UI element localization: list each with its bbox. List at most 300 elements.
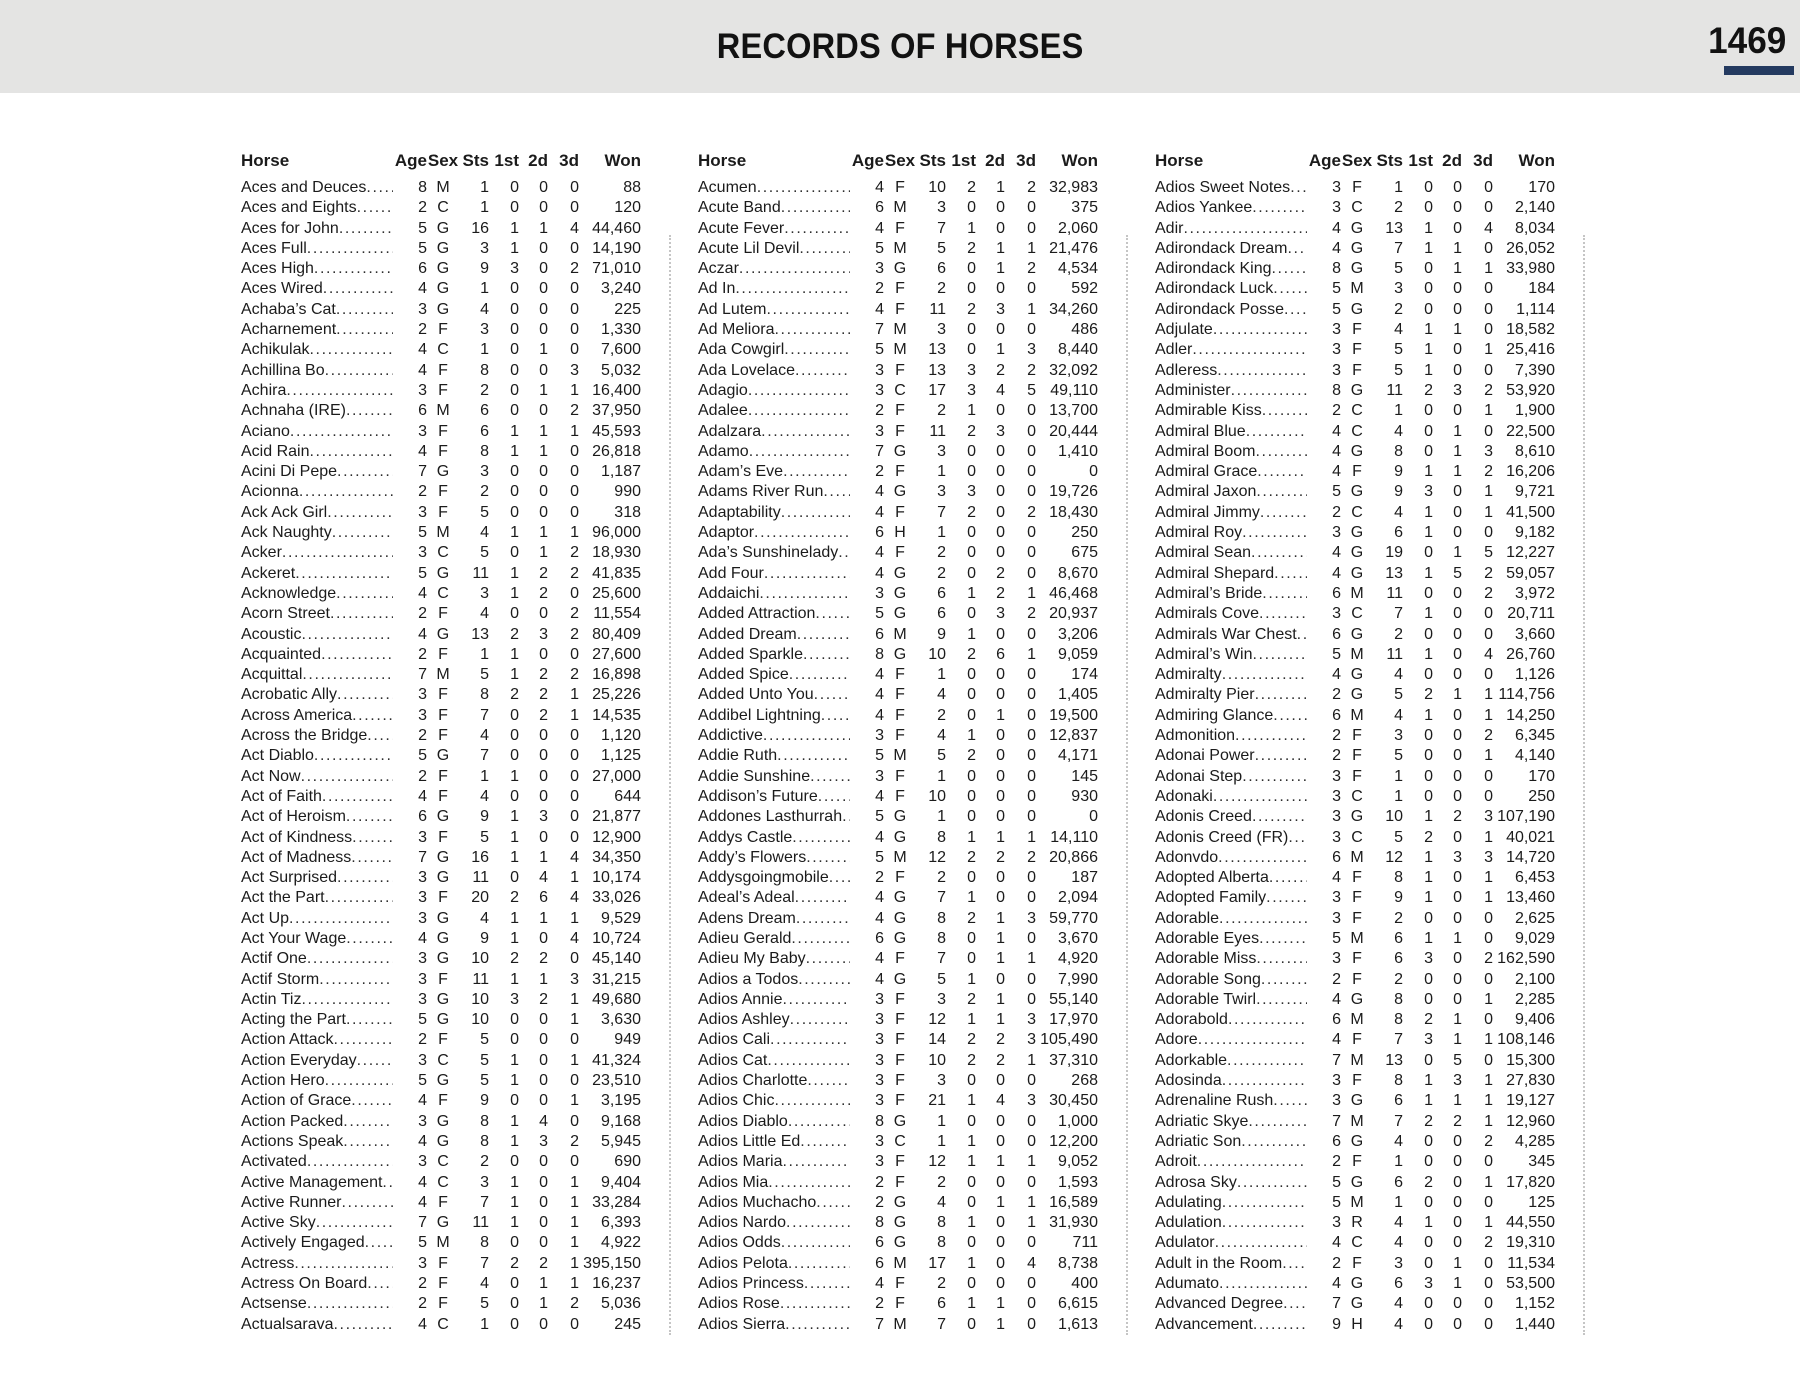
dot-leader xyxy=(336,584,393,604)
starts-value: 8 xyxy=(480,1234,489,1252)
second-place-value: 0 xyxy=(1453,625,1462,643)
won-value: 2,285 xyxy=(1514,990,1555,1008)
won-value: 107,190 xyxy=(1497,808,1555,826)
starts-value: 7 xyxy=(937,950,946,968)
horse-name: Adamo xyxy=(698,442,749,460)
second-place-value: 3 xyxy=(996,422,1005,440)
starts-value: 12 xyxy=(1385,848,1403,866)
horse-name: Achillina Bo xyxy=(241,361,325,379)
won-value: 19,500 xyxy=(1049,706,1098,724)
second-place-value: 3 xyxy=(539,808,548,826)
age-value: 4 xyxy=(875,909,884,927)
dot-leader xyxy=(339,219,393,239)
third-place-value: 1 xyxy=(570,1275,579,1293)
horse-name: Aces High xyxy=(241,260,314,278)
second-place-value: 0 xyxy=(996,280,1005,298)
starts-value: 14 xyxy=(928,1031,946,1049)
horse-record-row xyxy=(241,868,641,888)
horse-name: Added Sparkle xyxy=(698,645,803,663)
starts-value: 7 xyxy=(937,1315,946,1333)
horse-name: Adumato xyxy=(1155,1275,1220,1293)
starts-value: 8 xyxy=(937,929,946,947)
horse-record-row xyxy=(1155,1233,1555,1253)
won-value: 2,094 xyxy=(1057,889,1098,907)
sex-value: F xyxy=(895,1092,905,1110)
third-place-value: 0 xyxy=(1027,442,1036,460)
horse-name: Admonition xyxy=(1155,727,1236,745)
second-place-value: 3 xyxy=(1453,848,1462,866)
horse-record-row xyxy=(698,401,1098,421)
starts-value: 8 xyxy=(1394,869,1403,887)
second-place-value: 3 xyxy=(996,300,1005,318)
dot-leader xyxy=(795,888,850,908)
age-value: 2 xyxy=(1332,1254,1341,1272)
first-place-value: 0 xyxy=(1424,767,1433,785)
second-place-value: 1 xyxy=(996,990,1005,1008)
horse-record-row xyxy=(1155,929,1555,949)
dot-leader xyxy=(748,401,850,421)
horse-name: Adult in the Room xyxy=(1155,1254,1283,1272)
dot-leader xyxy=(797,625,850,645)
sex-value: M xyxy=(1350,1112,1364,1130)
horse-name: Actif One xyxy=(241,950,307,968)
first-place-value: 0 xyxy=(510,1092,519,1110)
first-place-value: 1 xyxy=(510,422,519,440)
horse-name: Advancement xyxy=(1155,1315,1253,1333)
starts-value: 11 xyxy=(472,564,489,582)
starts-value: 8 xyxy=(1394,442,1403,460)
horse-record-row xyxy=(698,1132,1098,1152)
first-place-value: 0 xyxy=(967,808,976,826)
won-value: 59,057 xyxy=(1506,564,1555,582)
third-place-value: 1 xyxy=(1027,950,1036,968)
horse-name: Addie Ruth xyxy=(698,747,778,765)
sex-value: F xyxy=(895,219,905,237)
age-value: 3 xyxy=(1332,361,1341,379)
dot-leader xyxy=(766,300,850,320)
third-place-value: 1 xyxy=(1484,1092,1493,1110)
age-value: 3 xyxy=(1332,889,1341,907)
won-value: 1,330 xyxy=(600,321,641,339)
horse-name: Act of Kindness xyxy=(241,828,353,846)
won-value: 27,830 xyxy=(1506,1072,1555,1090)
third-place-value: 0 xyxy=(1027,544,1036,562)
starts-value: 10 xyxy=(928,645,946,663)
third-place-value: 1 xyxy=(1484,747,1493,765)
starts-value: 8 xyxy=(937,909,946,927)
first-place-value: 0 xyxy=(967,787,976,805)
second-place-value: 0 xyxy=(1453,767,1462,785)
dot-leader xyxy=(282,543,393,563)
third-place-value: 0 xyxy=(1484,1254,1493,1272)
age-value: 2 xyxy=(1332,970,1341,988)
horse-name: Action Hero xyxy=(241,1072,325,1090)
dot-leader xyxy=(790,1010,850,1030)
second-place-value: 0 xyxy=(1453,503,1462,521)
age-value: 3 xyxy=(875,381,884,399)
starts-value: 10 xyxy=(471,990,489,1008)
age-value: 5 xyxy=(1332,1193,1341,1211)
horse-name: Adonaki xyxy=(1155,787,1213,805)
dot-leader xyxy=(783,462,850,482)
dot-leader xyxy=(1183,219,1307,239)
horse-record-row xyxy=(241,178,641,198)
horse-name: Admirals War Chest xyxy=(1155,625,1297,643)
age-value: 2 xyxy=(418,727,427,745)
dot-leader xyxy=(314,746,393,766)
first-place-value: 2 xyxy=(510,889,519,907)
third-place-value: 1 xyxy=(570,1051,579,1069)
age-value: 3 xyxy=(418,706,427,724)
age-value: 7 xyxy=(1332,1112,1341,1130)
second-place-value: 0 xyxy=(1453,970,1462,988)
sex-value: G xyxy=(1350,625,1364,643)
horse-name: Adios Yankee xyxy=(1155,199,1253,217)
horse-record-row xyxy=(241,909,641,929)
dot-leader xyxy=(788,1112,850,1132)
age-value: 3 xyxy=(1332,1214,1341,1232)
col-header-age: Age xyxy=(1308,151,1341,170)
won-value: 250 xyxy=(1528,787,1555,805)
horse-name: Adorabold xyxy=(1155,1011,1228,1029)
second-place-value: 0 xyxy=(996,1234,1005,1252)
second-place-value: 1 xyxy=(996,950,1005,968)
first-place-value: 2 xyxy=(967,1051,976,1069)
third-place-value: 1 xyxy=(570,1193,579,1211)
won-value: 0 xyxy=(1089,808,1098,826)
sex-value: F xyxy=(895,544,905,562)
sex-value: F xyxy=(1352,909,1362,927)
first-place-value: 0 xyxy=(967,767,976,785)
won-value: 31,930 xyxy=(1049,1214,1098,1232)
second-place-value: 0 xyxy=(1453,1132,1462,1150)
horse-record-row xyxy=(241,929,641,949)
won-value: 1,593 xyxy=(1057,1173,1098,1191)
age-value: 2 xyxy=(1332,686,1341,704)
horse-record-row xyxy=(1155,1030,1555,1050)
won-value: 22,500 xyxy=(1506,422,1555,440)
third-place-value: 1 xyxy=(1484,1112,1493,1130)
starts-value: 2 xyxy=(937,402,946,420)
starts-value: 3 xyxy=(937,990,946,1008)
horse-record-row xyxy=(241,848,641,868)
sex-value: G xyxy=(436,1112,450,1130)
sex-value: G xyxy=(436,848,450,866)
second-place-value: 1 xyxy=(996,260,1005,278)
age-value: 3 xyxy=(1332,950,1341,968)
first-place-value: 0 xyxy=(510,1031,519,1049)
first-place-value: 2 xyxy=(967,848,976,866)
horse-name: Adriatic Skye xyxy=(1155,1112,1249,1130)
third-place-value: 0 xyxy=(1484,1315,1493,1333)
third-place-value: 2 xyxy=(1484,463,1493,481)
sex-value: G xyxy=(893,645,907,663)
horse-name: Adopted Alberta xyxy=(1155,869,1269,887)
age-value: 5 xyxy=(1332,645,1341,663)
sex-value: M xyxy=(436,1234,450,1252)
sex-value: G xyxy=(436,990,450,1008)
sex-value: M xyxy=(893,321,907,339)
horse-record-row xyxy=(698,320,1098,340)
second-place-value: 2 xyxy=(996,1051,1005,1069)
horse-record-row xyxy=(698,543,1098,563)
starts-value: 3 xyxy=(480,1173,489,1191)
col-header-sex: Sex xyxy=(427,151,459,170)
horse-name: Adriatic Son xyxy=(1155,1132,1242,1150)
starts-value: 9 xyxy=(1394,463,1403,481)
second-place-value: 0 xyxy=(996,503,1005,521)
second-place-value: 0 xyxy=(1453,889,1462,907)
won-value: 26,052 xyxy=(1506,239,1555,257)
horse-record-row xyxy=(1155,970,1555,990)
won-value: 26,818 xyxy=(592,442,641,460)
won-value: 0 xyxy=(1089,463,1098,481)
horse-name: Adonvdo xyxy=(1155,848,1219,866)
won-value: 25,600 xyxy=(592,584,641,602)
sex-value: G xyxy=(893,260,907,278)
horse-record-row xyxy=(241,1132,641,1152)
won-value: 5,036 xyxy=(600,1295,641,1313)
dot-leader xyxy=(764,564,850,584)
starts-value: 1 xyxy=(480,199,489,217)
dot-leader xyxy=(1290,178,1307,198)
horse-name: Adulator xyxy=(1155,1234,1215,1252)
third-place-value: 1 xyxy=(1484,1031,1493,1049)
won-value: 268 xyxy=(1071,1072,1098,1090)
dot-leader xyxy=(777,746,850,766)
second-place-value: 4 xyxy=(996,381,1005,399)
age-value: 7 xyxy=(1332,1295,1341,1313)
horse-record-row xyxy=(1155,990,1555,1010)
won-value: 19,310 xyxy=(1506,1234,1555,1252)
won-value: 18,430 xyxy=(1049,503,1098,521)
age-value: 5 xyxy=(875,239,884,257)
sex-value: F xyxy=(438,1254,448,1272)
first-place-value: 1 xyxy=(510,564,519,582)
age-value: 3 xyxy=(418,1153,427,1171)
horse-record-row xyxy=(1155,239,1555,259)
second-place-value: 1 xyxy=(539,909,548,927)
horse-record-row xyxy=(241,604,641,624)
horse-name: Adios Odds xyxy=(698,1234,781,1252)
starts-value: 11 xyxy=(1386,381,1403,399)
first-place-value: 0 xyxy=(510,341,519,359)
second-place-value: 1 xyxy=(996,341,1005,359)
dot-leader xyxy=(781,198,850,218)
header-spacer xyxy=(289,150,393,171)
col-header-sts: Sts xyxy=(919,151,946,170)
starts-value: 10 xyxy=(928,787,946,805)
age-value: 4 xyxy=(418,625,427,643)
third-place-value: 1 xyxy=(570,686,579,704)
won-value: 19,726 xyxy=(1049,483,1098,501)
horse-name: Adios Ashley xyxy=(698,1011,790,1029)
age-value: 4 xyxy=(875,686,884,704)
dot-leader xyxy=(1218,848,1307,868)
third-place-value: 1 xyxy=(1484,503,1493,521)
won-value: 8,440 xyxy=(1057,341,1098,359)
horse-record-row xyxy=(1155,665,1555,685)
sex-value: G xyxy=(1350,1295,1364,1313)
age-value: 3 xyxy=(875,1153,884,1171)
second-place-value: 0 xyxy=(1453,584,1462,602)
horse-header: Horse xyxy=(241,151,290,170)
dot-leader xyxy=(1246,422,1307,442)
won-value: 930 xyxy=(1071,787,1098,805)
age-value: 3 xyxy=(875,422,884,440)
sex-value: F xyxy=(438,1092,448,1110)
horse-record-row xyxy=(1155,279,1555,299)
second-place-value: 0 xyxy=(1453,280,1462,298)
third-place-value: 2 xyxy=(570,625,579,643)
horse-record-row xyxy=(698,746,1098,766)
third-place-value: 0 xyxy=(570,1153,579,1171)
won-value: 13,700 xyxy=(1049,402,1098,420)
horse-name: Action Packed xyxy=(241,1112,344,1130)
page-header-band xyxy=(0,0,1800,93)
sex-value: G xyxy=(436,239,450,257)
won-value: 990 xyxy=(614,483,641,501)
col-header-age: Age xyxy=(394,151,427,170)
horse-name: Achira xyxy=(241,381,287,399)
second-place-value: 1 xyxy=(996,706,1005,724)
second-place-value: 0 xyxy=(1453,1234,1462,1252)
starts-value: 2 xyxy=(1394,199,1403,217)
third-place-value: 1 xyxy=(1027,1214,1036,1232)
won-value: 318 xyxy=(614,503,641,521)
starts-value: 3 xyxy=(480,584,489,602)
age-value: 3 xyxy=(1332,787,1341,805)
sex-value: F xyxy=(895,666,905,684)
dot-leader xyxy=(815,604,850,624)
second-place-value: 3 xyxy=(539,1132,548,1150)
sex-value: G xyxy=(1350,1092,1364,1110)
sex-value: F xyxy=(895,503,905,521)
first-place-value: 2 xyxy=(967,747,976,765)
second-place-value: 1 xyxy=(996,909,1005,927)
dot-leader xyxy=(796,909,850,929)
horse-record-row xyxy=(241,564,641,584)
age-value: 5 xyxy=(418,747,427,765)
starts-value: 2 xyxy=(937,869,946,887)
dot-leader xyxy=(780,1294,850,1314)
horse-record-row xyxy=(1155,442,1555,462)
starts-value: 8 xyxy=(937,1234,946,1252)
first-place-value: 3 xyxy=(967,381,976,399)
first-place-value: 2 xyxy=(967,1031,976,1049)
horse-record-row xyxy=(698,219,1098,239)
horse-name: Adore xyxy=(1155,1031,1198,1049)
first-place-value: 0 xyxy=(510,280,519,298)
starts-value: 1 xyxy=(1394,179,1403,196)
dot-leader xyxy=(1242,523,1307,543)
starts-value: 1 xyxy=(937,666,946,684)
third-place-value: 1 xyxy=(1484,828,1493,846)
horse-record-row xyxy=(1155,401,1555,421)
won-value: 8,670 xyxy=(1057,564,1098,582)
horse-record-row xyxy=(241,828,641,848)
first-place-value: 1 xyxy=(967,1214,976,1232)
third-place-value: 0 xyxy=(1027,706,1036,724)
won-value: 6,393 xyxy=(600,1214,641,1232)
age-value: 7 xyxy=(418,666,427,684)
third-place-value: 2 xyxy=(570,260,579,278)
sex-value: F xyxy=(1352,767,1362,785)
starts-value: 8 xyxy=(480,1132,489,1150)
dot-leader xyxy=(367,726,393,746)
dot-leader xyxy=(323,279,393,299)
won-value: 3,195 xyxy=(600,1092,641,1110)
horse-record-row xyxy=(241,706,641,726)
horse-name: Adios Chic xyxy=(698,1092,775,1110)
first-place-value: 0 xyxy=(967,869,976,887)
second-place-value: 0 xyxy=(539,767,548,785)
sex-value: G xyxy=(893,483,907,501)
starts-value: 4 xyxy=(480,787,489,805)
first-place-value: 1 xyxy=(1424,605,1433,623)
starts-value: 2 xyxy=(1394,625,1403,643)
first-place-value: 0 xyxy=(510,1295,519,1313)
second-place-value: 1 xyxy=(539,524,548,542)
dot-leader xyxy=(325,888,393,908)
third-place-value: 2 xyxy=(1027,503,1036,521)
age-value: 3 xyxy=(1332,1092,1341,1110)
third-place-value: 2 xyxy=(570,564,579,582)
starts-value: 7 xyxy=(480,1254,489,1272)
sex-value: C xyxy=(1351,503,1363,521)
horse-record-row xyxy=(1155,1071,1555,1091)
third-place-value: 0 xyxy=(1027,889,1036,907)
age-value: 7 xyxy=(875,1315,884,1333)
won-value: 11,554 xyxy=(593,605,641,623)
horse-record-row xyxy=(1155,564,1555,584)
second-place-value: 0 xyxy=(996,767,1005,785)
sex-value: F xyxy=(438,727,448,745)
age-value: 4 xyxy=(875,950,884,968)
dot-leader xyxy=(1262,401,1307,421)
second-place-value: 1 xyxy=(1453,544,1462,562)
sex-value: G xyxy=(436,219,450,237)
first-place-value: 1 xyxy=(510,909,519,927)
third-place-value: 0 xyxy=(570,787,579,805)
sex-value: C xyxy=(437,1315,449,1333)
dot-leader xyxy=(307,1294,393,1314)
third-place-value: 0 xyxy=(1484,605,1493,623)
horse-record-row xyxy=(241,665,641,685)
won-value: 32,092 xyxy=(1049,361,1098,379)
second-place-value: 0 xyxy=(996,1173,1005,1191)
page-title: RECORDS OF HORSES xyxy=(716,26,1084,66)
age-value: 6 xyxy=(1332,584,1341,602)
dot-leader xyxy=(821,706,850,726)
age-value: 6 xyxy=(875,199,884,217)
won-value: 37,310 xyxy=(1049,1051,1098,1069)
age-value: 2 xyxy=(875,463,884,481)
starts-value: 3 xyxy=(480,239,489,257)
starts-value: 9 xyxy=(480,929,489,947)
third-place-value: 1 xyxy=(570,706,579,724)
first-place-value: 1 xyxy=(510,645,519,663)
dot-leader xyxy=(783,990,850,1010)
horse-name: Adios Diablo xyxy=(698,1112,788,1130)
horse-record-row xyxy=(241,1233,641,1253)
third-place-value: 0 xyxy=(1484,361,1493,379)
first-place-value: 0 xyxy=(1424,300,1433,318)
third-place-value: 0 xyxy=(1027,625,1036,643)
horse-record-row xyxy=(698,503,1098,523)
dot-leader xyxy=(788,1254,850,1274)
horse-record-row xyxy=(241,442,641,462)
